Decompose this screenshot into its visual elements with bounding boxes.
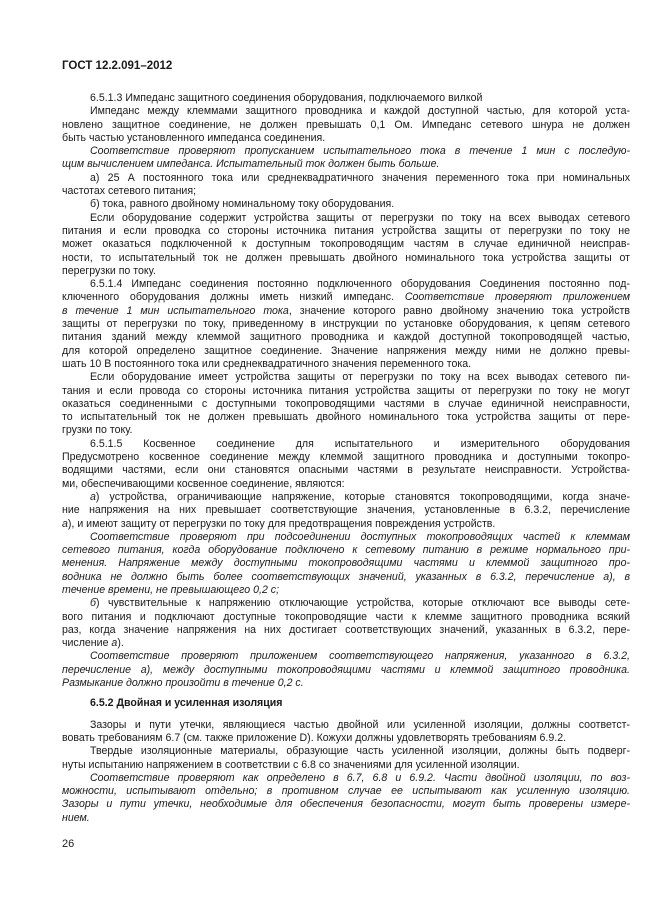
text-span: , значение которого равно двойному значению тока устройств — [288, 304, 631, 317]
paragraph — [62, 650, 630, 690]
text-line: 6.5.1.4 Импеданс соединения постоянно подключенного оборудования Соединения постоянно под- — [90, 278, 630, 291]
text-line: Соответствие проверяют при подсоединении доступных токопроводящих частей к клеммам — [90, 530, 630, 543]
text-line: щим вычислением импеданса. Испытательный ток должен быть больше. — [62, 158, 440, 171]
page-number: 26 — [62, 838, 75, 850]
paragraph — [62, 772, 630, 825]
text-line: тания и если провода со стороны источника питания устройства защиты от перегрузки по току не могут — [62, 384, 630, 397]
text-line: менения. Напряжение между доступными токопроводящими частями и клеммой защитного про- — [62, 557, 630, 570]
text-line: 6.5.1.5 Косвенное соединение для испытательного и измерительного оборудования — [90, 437, 630, 450]
text-line — [62, 637, 630, 650]
text-line: вого питания и подключают доступные токопроводящие части к клемме защитного проводника всякий — [62, 610, 630, 623]
document-body — [62, 92, 630, 825]
text-line: Зазоры и пути утечки, необходимые для обеспечения безопасности, могут быть проверены измере- — [62, 798, 630, 811]
text-line — [62, 518, 630, 531]
text-line: Если оборудование имеет устройства защиты от перегрузки по току на всех выводах сетевого пи- — [90, 371, 630, 384]
text-line: а) 25 А постоянного тока или среднеквадратичного значения переменного тока при номинальных — [90, 171, 630, 184]
paragraph — [62, 172, 630, 199]
text-span: ). — [117, 637, 124, 650]
italic-text: а — [62, 517, 68, 530]
text-line: для которой определено защитное соединение. Значение напряжения между ними не должно превы- — [62, 344, 630, 357]
text-span: ) чувствительные к напряжению отключающие устройства, которые отключают все выводы сете- — [95, 597, 630, 610]
italic-text: а — [111, 637, 118, 650]
italic-text: Соответствие проверяют приложением — [404, 291, 631, 304]
text-line: течение времени, не превышающего 0,2 с; — [62, 583, 280, 596]
text-line: нием. — [62, 811, 90, 824]
text-line: быть частью установленного импеданса соединения. — [62, 131, 326, 144]
text-line: 6.5.1.3 Импеданс защитного соединения оборудования, подключаемого вилкой — [90, 92, 483, 104]
paragraph — [62, 531, 630, 597]
paragraph — [62, 278, 630, 371]
text-line: Предусмотрено косвенное соединение между клеммой защитного проводника и доступными токопро- — [62, 451, 630, 464]
text-line: шать 10 В постоянного тока или среднеквадратичного значения переменного тока. — [62, 357, 472, 370]
text-line: Соответствие проверяют пропусканием испытательного тока в течение 1 мин с последую- — [90, 145, 630, 158]
text-line: ми, обеспечивающими косвенное соединение, являются: — [62, 477, 345, 490]
text-line — [62, 491, 630, 504]
text-line: 6.5.2 Двойная и усиленная изоляция — [90, 697, 283, 710]
text-line: водящими частями, если они становятся опасными частями в результате неисправности. Устройства- — [62, 464, 630, 477]
text-span: ) устройства, ограничивающие напряжение, которые становятся токопроводящими, когда значе- — [95, 490, 630, 503]
text-line: можности, испытывают отдельно; в противном случае ее испытывают как усиленную изоляцию. — [62, 785, 630, 798]
text-line: перечисление а), между доступными токопроводящими частями и клеммой защитного проводника. — [62, 663, 630, 676]
text-line: Импеданс между клеммами защитного проводника и каждой доступной частью, для которой уста- — [90, 105, 630, 118]
paragraph — [62, 745, 630, 772]
italic-text: а — [90, 490, 96, 503]
text-line: оказаться соединенными с доступными токопроводящими частями в случае единичной неисправности, — [62, 397, 630, 410]
text-line — [62, 597, 630, 610]
text-line: б) тока, равного двойному номинальному току оборудования. — [90, 198, 395, 211]
paragraph — [62, 212, 630, 278]
text-line: вовать требованиям 6.7 (см. также приложение D). Кожухи должны удовлетворять требованиям 6.9.2. — [62, 731, 567, 744]
paragraph — [62, 145, 630, 172]
paragraph — [62, 92, 630, 105]
text-line: может оказаться подключенной к доступным токопроводящим частям в случае единичной неисправ- — [62, 238, 630, 251]
text-line: перегрузки по току. — [62, 264, 156, 277]
document-header: ГОСТ 12.2.091–2012 — [62, 60, 173, 72]
paragraph — [62, 597, 630, 650]
text-line: раз, когда значение напряжения на них достигает соответствующих значений, указанных в 6.3.2, пере- — [62, 623, 630, 636]
text-line: Соответствие проверяют как определено в 6.7, 6.8 и 6.9.2. Части двойной изоляции, по воз- — [90, 771, 630, 784]
paragraph — [62, 371, 630, 437]
text-line: Если оборудование содержит устройства защиты от перегрузки по току на всех выводах сетевого — [90, 211, 630, 224]
text-line: защиты от перегрузки по току, приведенному в инструкции по установке оборудования, к цепям сетевого — [62, 318, 630, 331]
text-line: Размыкание должно произойти в течение 0,2 с. — [62, 677, 304, 690]
text-span: ключенного оборудования должны иметь низкий импеданс. — [62, 291, 405, 304]
text-line: Твердые изоляционные материалы, образующие часть усиленной изоляции, должны быть подверг- — [90, 745, 630, 758]
text-line: Зазоры и пути утечки, являющиеся частью двойной или усиленной изоляции, должны соответст- — [90, 718, 630, 731]
paragraph — [62, 438, 630, 491]
paragraph — [62, 198, 630, 211]
text-line: нуты испытанию напряжением в соответствии с 6.8 со значениями для усиленной изоляции. — [62, 758, 520, 771]
text-line: грузки по току. — [62, 424, 133, 437]
text-line: ние напряжения на них превышает соответствующие значения, установленные в 6.3.2, перечисление — [62, 504, 630, 517]
text-line: Соответствие проверяют приложением соответствующего напряжения, указанного в 6.3.2, — [90, 650, 630, 663]
text-line: питания зданий между клеммой защитного проводника и каждой доступной токопроводящей частью, — [62, 331, 630, 344]
text-line: то испытательный ток не должен превышать двойного номинального тока устройства защиты от пере- — [62, 411, 630, 424]
paragraph — [62, 719, 630, 746]
text-line: питания и если проводка со стороны источника питания устройства защиты от перегрузки по току не — [62, 224, 630, 237]
text-span: числение — [62, 637, 112, 650]
text-line: новлено защитное соединение, не должен превышать 0,1 Ом. Импеданс сетевого шнура не должен — [62, 118, 630, 131]
text-line: частотах сетевого питания; — [62, 185, 197, 198]
text-line: сетевого питания, когда оборудование подключено к сетевому питанию в режиме нормального при- — [62, 544, 630, 557]
text-span: ), и имеют защиту от перегрузки по току для предотвращения повреждения устройств. — [67, 517, 496, 530]
text-line: водника не должно быть более соответствующих значений, указанных в 6.3.2, перечисление а), в — [62, 570, 630, 583]
text-line: ности, то испытательный ток не должен превышать двойного номинального тока устройства защиты от — [62, 251, 630, 264]
paragraph — [62, 491, 630, 531]
italic-text: в течение 1 мин испытательного тока — [62, 304, 289, 317]
paragraph — [62, 105, 630, 145]
text-line — [62, 291, 630, 304]
section-heading — [62, 697, 630, 710]
text-line — [62, 305, 630, 318]
italic-text: б — [90, 597, 96, 610]
